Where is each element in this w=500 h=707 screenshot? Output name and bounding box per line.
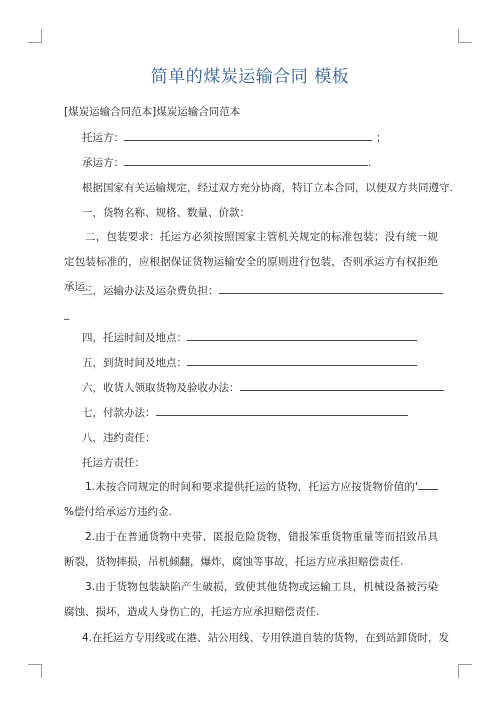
item-1: 一，货物名称、规格、数量、价款： xyxy=(82,207,250,219)
item-3-line xyxy=(82,283,443,298)
clause-1-text-end: %偿付给承运方违约金. xyxy=(64,506,172,518)
item-2: 二，包装要求：托运方必须按照国家主管机关规定的标准包装；没有统一规定包装标准的，应根据保证货物运输安全的原则进行包装，否则承运方有权拒绝承运. xyxy=(64,231,438,293)
crop-mark-top-right xyxy=(458,29,472,43)
item-7-line xyxy=(82,405,408,420)
crop-mark-bottom-right xyxy=(458,664,472,678)
shipper-end: ； xyxy=(376,132,387,144)
crop-mark-top-left xyxy=(28,29,42,43)
intro-text: 根据国家有关运输规定，经过双方充分协商，特订立本合同，以便双方共同遵守. xyxy=(82,182,453,194)
item-4-line xyxy=(82,330,417,345)
clause-4: 4.在托运方专用线或在港、站公用线、专用铁道自装的货物，在到站卸货时，发 xyxy=(82,632,450,644)
clause-3: 3.由于货物包装缺陷产生破损，致使其他货物或运输工具，机械设备被污染腐蚀、损坏，造成人身伤亡的，托运方应承担赔偿责任. xyxy=(64,581,438,618)
shipper-line xyxy=(82,130,387,145)
item-3-label: 三，运输办法及运杂费负担： xyxy=(82,285,219,297)
clause-1 xyxy=(64,475,438,525)
item-3-continuation: _ xyxy=(64,308,70,320)
item-5-line xyxy=(82,355,417,370)
item-6-line xyxy=(82,380,444,395)
carrier-blank[interactable] xyxy=(124,155,368,166)
item-5-label: 五，到货时间及地点： xyxy=(82,357,187,369)
item-5-blank[interactable] xyxy=(187,355,417,366)
item-6-blank[interactable] xyxy=(240,380,444,391)
item-7-label: 七，付款办法： xyxy=(82,407,156,419)
carrier-line xyxy=(82,155,371,170)
shipper-label: 托运方： xyxy=(82,132,124,144)
item-4-label: 四，托运时间及地点： xyxy=(82,332,187,344)
item-6-label: 六，收货人领取货物及验收办法： xyxy=(82,382,240,394)
document-title: 简单的煤炭运输合同 模板 xyxy=(150,67,350,87)
item-7-blank[interactable] xyxy=(156,405,408,416)
clause-2: 2.由于在普通货物中夹带、匿报危险货物，错报笨重货物重量等而招致吊具断裂，货物摔损，吊机倾翻，爆炸，腐蚀等事故，托运方应承担赔偿责任. xyxy=(64,531,438,568)
crop-mark-bottom-left xyxy=(28,664,42,678)
shipper-blank[interactable] xyxy=(124,130,372,141)
item-8: 八，违约责任： xyxy=(82,432,156,444)
carrier-end: . xyxy=(368,157,372,169)
document-subtitle: [煤炭运输合同范本]煤炭运输合同范本 xyxy=(64,106,241,118)
shipper-liability-heading: 托运方责任： xyxy=(82,457,145,469)
clause-1-text: 1.未按合同规定的时间和要求提供托运的货物，托运方应按货物价值的' xyxy=(85,481,418,493)
item-3-blank[interactable] xyxy=(219,283,443,294)
clause-1-blank[interactable] xyxy=(418,479,438,490)
carrier-label: 承运方： xyxy=(82,157,124,169)
item-4-blank[interactable] xyxy=(187,330,417,341)
